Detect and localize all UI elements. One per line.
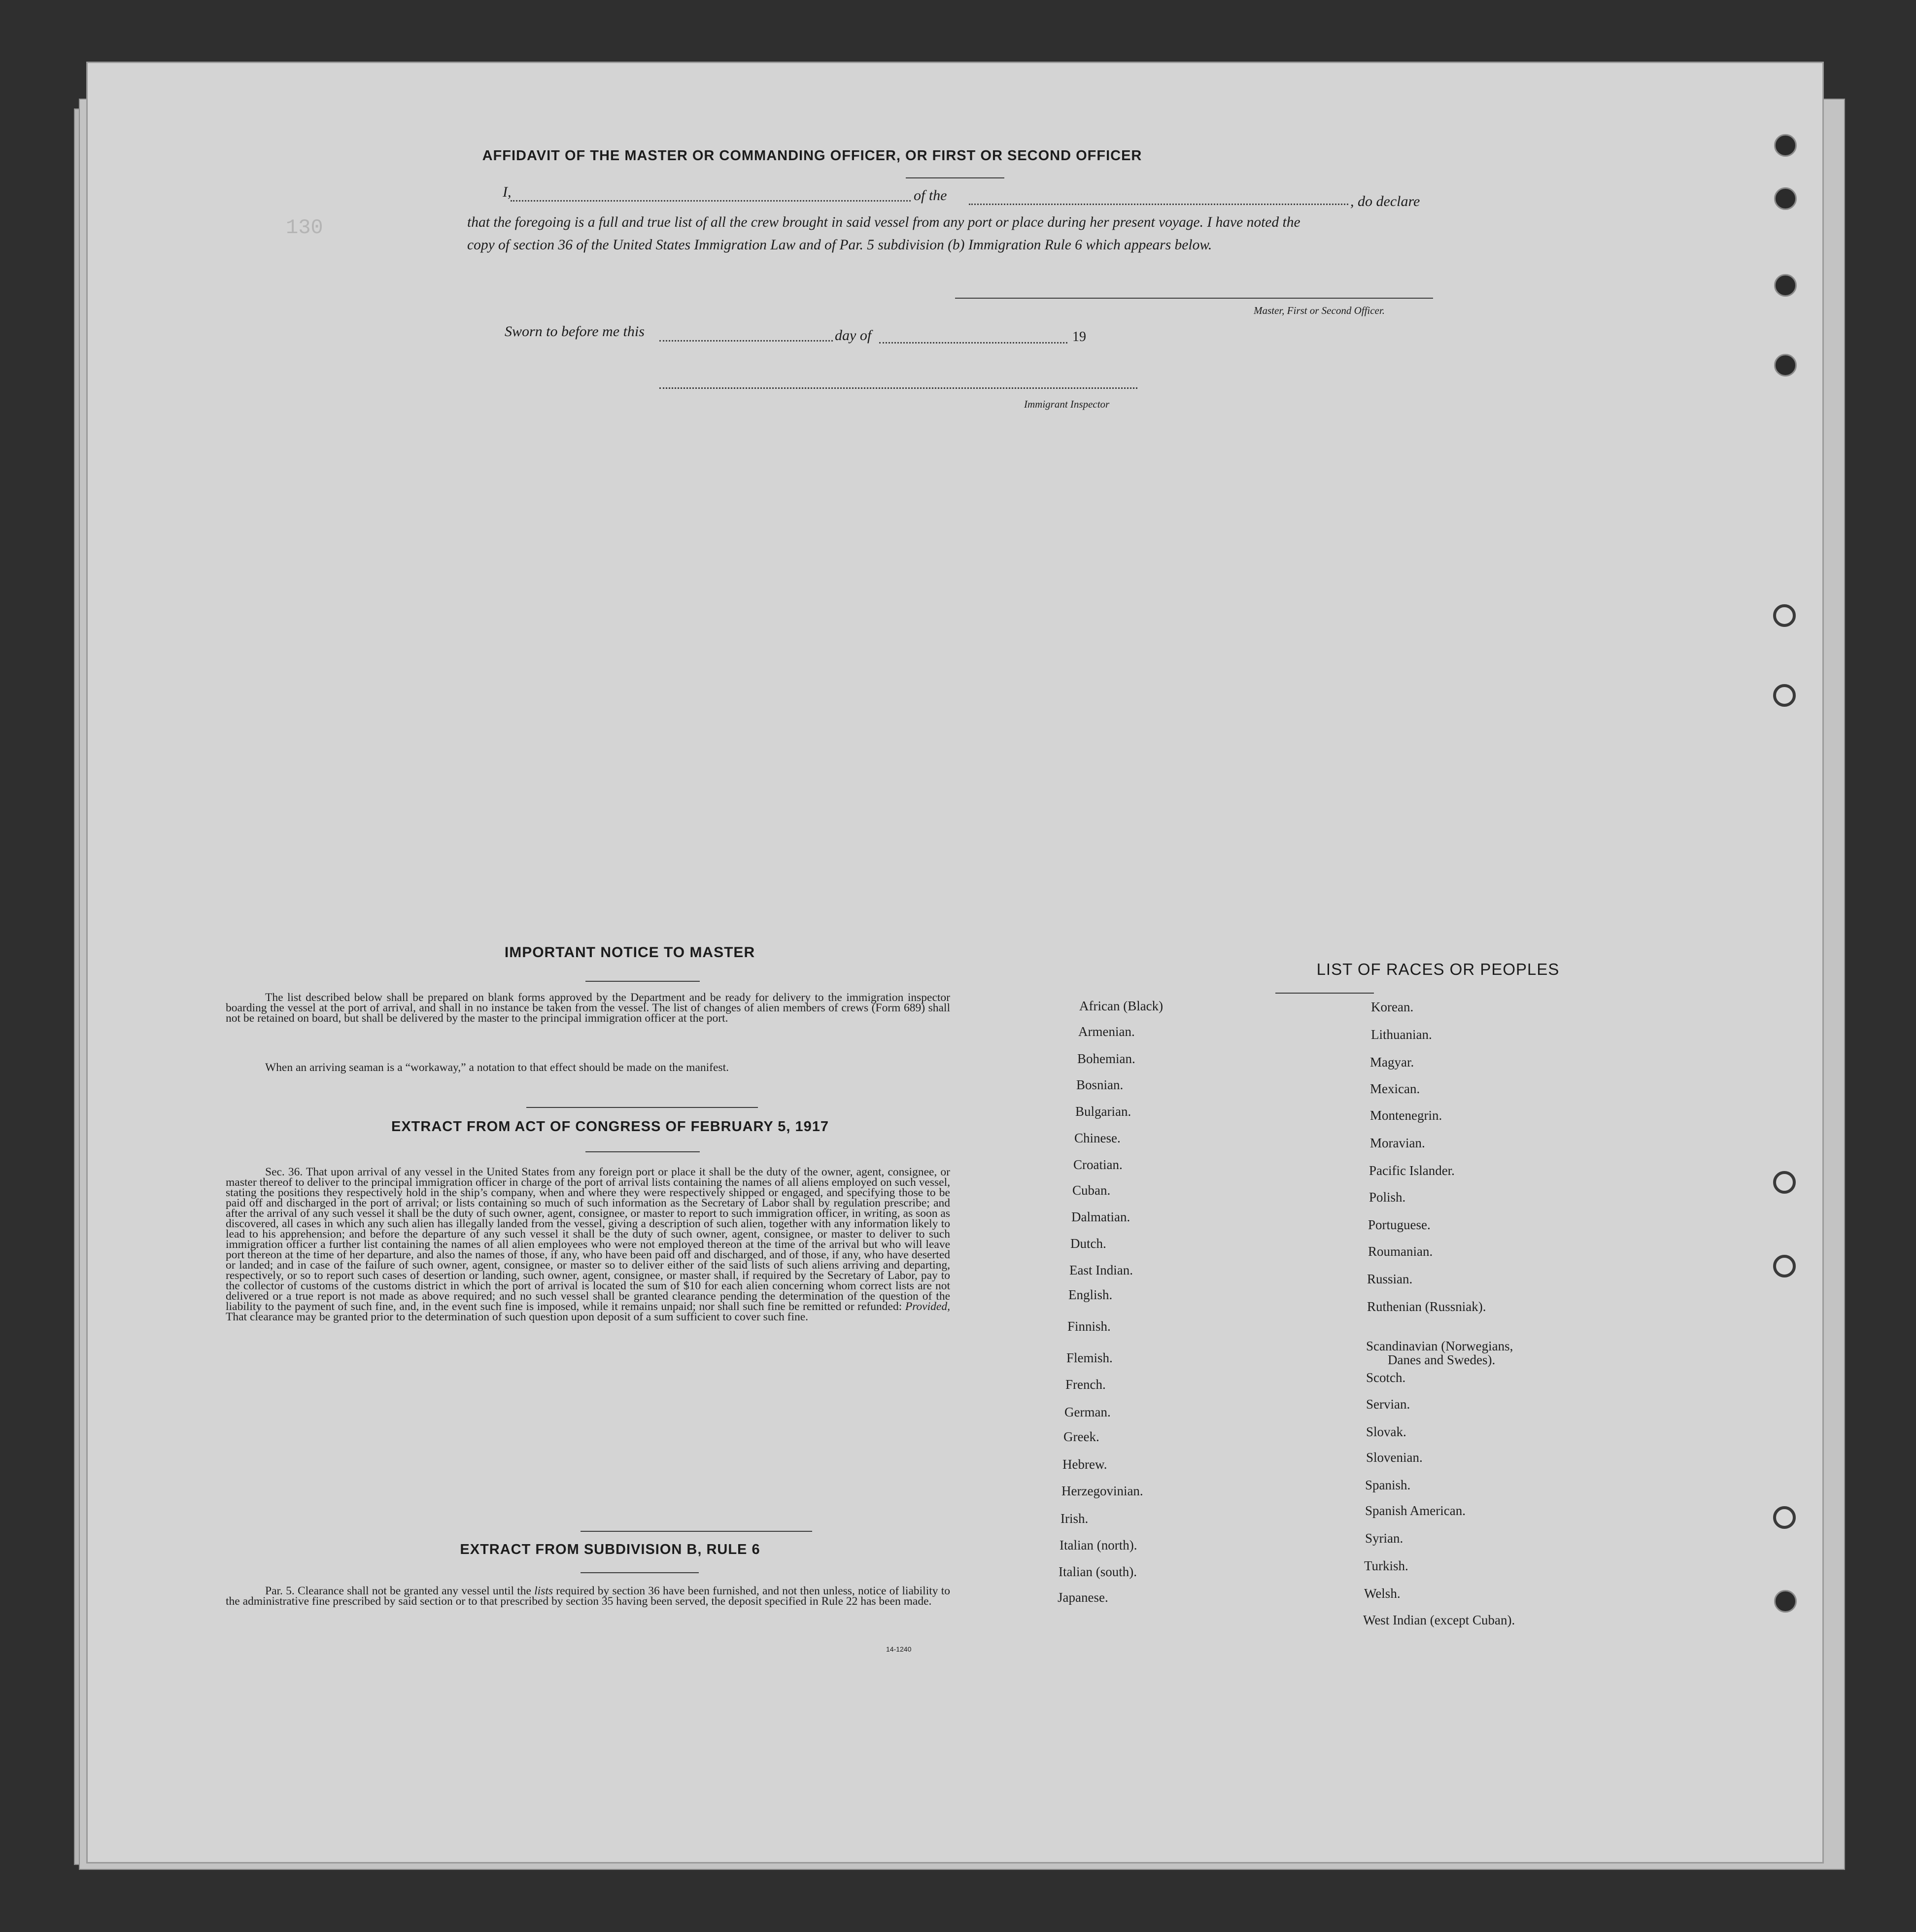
affidavit-line-2: that the foregoing is a full and true list of all the crew brought in said vessel from any port or place during her present voyage. I have noted the — [467, 214, 1300, 230]
race-item: Bohemian. — [1077, 1051, 1135, 1066]
affidavit-declare: , do declare — [1350, 193, 1420, 209]
affidavit-of-the: of the — [914, 187, 947, 204]
race-item: Spanish American. — [1365, 1503, 1466, 1518]
race-item: Polish. — [1369, 1190, 1406, 1205]
races-underline — [1275, 993, 1374, 994]
race-item: German. — [1064, 1405, 1111, 1419]
notice-title: IMPORTANT NOTICE TO MASTER — [504, 944, 755, 961]
race-item: Slovak. — [1366, 1424, 1406, 1439]
race-item: Servian. — [1366, 1397, 1410, 1412]
race-item: Moravian. — [1370, 1136, 1425, 1150]
race-item: Italian (south). — [1059, 1564, 1137, 1579]
race-item-continuation: Danes and Swedes). — [1388, 1352, 1496, 1367]
punch-hole-ring — [1773, 1171, 1796, 1194]
races-title: LIST OF RACES OR PEOPLES — [1316, 960, 1560, 978]
race-item: Chinese. — [1074, 1131, 1121, 1145]
rule6-rule-top — [581, 1531, 812, 1532]
race-item: Scotch. — [1366, 1370, 1406, 1385]
race-item: African (Black) — [1079, 999, 1163, 1013]
act-section-text: Sec. 36. That upon arrival of any vessel in the United States from any foreign port or place it shall be the duty of the owner, agent, consignee, or master thereof to deliver to the principal immigration officer in charge of the port of arrival lists containing the names of all aliens employed on such vessel, stating the positions they respectively hold in the ship’s company, when and where they were respectively shipped or engaged, and specifying those to be paid off and discharged in the port of arrival; or lists containing so much of such information as the Secretary of Labor shall by regulation prescribe; and after the arrival of any such vessel it shall be the duty of such owner, agent, consignee, or master to report to such immigration officer, in writing, as soon as discovered, all cases in which any such alien has illegally landed from the vessel, giving a description of such alien, together with any information likely to lead to his apprehension; and before the departure of any such vessel it shall be the duty of such owner, agent, consignee, or master to deliver to such immigration officer a further list containing the names of all alien employees who were not employed thereon at the time of the arrival but who will leave port thereon at the time of her departure, and also the names of those, if any, who have been paid off and discharged, and of those, if any, who have deserted or landed; and in case of the failure of such owner, agent, consignee, or master so to deliver either of the said lists of such aliens arriving and departing, respectively, or so to report such cases of desertion or landing, such owner, agent, consignee, or master shall, if required by the Secretary of Labor, pay to the collector of customs of the customs district in which the port of arrival is located the sum of $10 for each alien concerning whom correct lists are not delivered or a true report is not made as above required; and no such vessel shall be granted clearance pending the determination of the question of the liability to the payment of such fine, and, in the event such fine is imposed, while it remains unpaid; nor shall such fine be remitted or refunded: — [226, 1166, 950, 1313]
race-item: Montenegrin. — [1370, 1108, 1442, 1123]
race-item: Flemish. — [1066, 1350, 1113, 1365]
sworn-year: 19 — [1072, 329, 1086, 345]
race-item: Ruthenian (Russniak). — [1367, 1299, 1486, 1314]
race-item: Welsh. — [1364, 1586, 1401, 1601]
punch-hole — [1774, 274, 1797, 297]
race-item: Cuban. — [1072, 1183, 1111, 1198]
race-item: Scandinavian (Norwegians, — [1366, 1339, 1513, 1353]
punch-hole-ring — [1773, 604, 1796, 627]
race-item: Russian. — [1367, 1272, 1413, 1286]
name-blank — [511, 200, 911, 202]
punch-hole — [1774, 1590, 1797, 1613]
sworn-day-of: day of — [835, 327, 872, 344]
race-item: Greek. — [1063, 1429, 1099, 1444]
sworn-day-blank — [659, 340, 833, 342]
rule6-paragraph — [226, 1586, 950, 1607]
race-item: Mexican. — [1370, 1081, 1420, 1096]
race-item: Syrian. — [1365, 1531, 1403, 1546]
inspector-label: Immigrant Inspector — [1024, 398, 1110, 410]
race-item: Italian (north). — [1060, 1538, 1137, 1552]
race-item: English. — [1068, 1287, 1113, 1302]
race-item: Hebrew. — [1062, 1457, 1107, 1472]
race-item: Irish. — [1061, 1511, 1089, 1526]
notice-underline — [585, 981, 700, 982]
punch-hole — [1774, 354, 1797, 377]
sworn-month-blank — [879, 342, 1067, 344]
race-item: Herzegovinian. — [1061, 1484, 1143, 1498]
race-item: Magyar. — [1370, 1055, 1414, 1070]
bleed-through-number: 130 — [286, 216, 323, 240]
act-section-36 — [226, 1167, 950, 1322]
race-item: Bulgarian. — [1075, 1104, 1131, 1119]
act-title: EXTRACT FROM ACT OF CONGRESS OF FEBRUARY 5, 1917 — [391, 1119, 829, 1135]
act-section-text-end: That clearance may be granted prior to the determination of such question upon deposit of a sum sufficient to cover such fine. — [226, 1311, 809, 1323]
act-rule-top — [526, 1107, 758, 1108]
notice-paragraph-1: The list described below shall be prepared on blank forms approved by the Department and be ready for delivery to the immigration inspector boarding the vessel at the port of arrival, and shall in no instance be taken from the vessel. The list of changes of alien members of crews (Form 689) shall not be retained on board, but shall be delivered by the master to the principal immigration officer at the port. — [226, 991, 950, 1025]
punch-hole-ring — [1773, 1255, 1796, 1277]
punch-hole — [1774, 187, 1797, 210]
affidavit-title: AFFIDAVIT OF THE MASTER OR COMMANDING OFFICER, OR FIRST OR SECOND OFFICER — [482, 148, 1142, 164]
rule6-underline — [581, 1572, 699, 1573]
race-item: Korean. — [1371, 1000, 1414, 1014]
race-item: West Indian (except Cuban). — [1363, 1613, 1515, 1627]
rule6-text: Par. 5. Clearance shall not be granted any vessel until the — [265, 1585, 531, 1597]
sworn-prefix: Sworn to before me this — [505, 323, 645, 340]
race-item: Armenian. — [1078, 1024, 1135, 1039]
vessel-blank — [969, 204, 1348, 205]
punch-hole-ring — [1773, 1506, 1796, 1529]
master-signature-line — [955, 298, 1433, 299]
rule6-lists: lists — [534, 1585, 553, 1597]
title-underline — [906, 177, 1004, 178]
punch-hole — [1774, 134, 1797, 157]
affidavit-i: I, — [503, 184, 512, 200]
act-underline — [585, 1151, 700, 1152]
punch-hole-ring — [1773, 684, 1796, 707]
race-item: Turkish. — [1364, 1558, 1408, 1573]
race-item: Japanese. — [1058, 1590, 1108, 1605]
race-item: Dalmatian. — [1071, 1209, 1130, 1224]
race-item: Dutch. — [1070, 1236, 1106, 1251]
race-item: Roumanian. — [1368, 1244, 1433, 1259]
document-page — [88, 63, 1822, 1862]
rule6-text-end: required by section 36 have been furnished, and not then unless, notice of liability to the administrative fine prescribed by said section or to that prescribed by section 35 having been served, the deposit specified in Rule 22 has been made. — [226, 1585, 951, 1608]
race-item: Pacific Islander. — [1369, 1163, 1455, 1178]
race-item: Lithuanian. — [1371, 1027, 1432, 1042]
act-provided: Provided, — [905, 1300, 950, 1313]
affidavit-line-3: copy of section 36 of the United States Immigration Law and of Par. 5 subdivision (b) Immigration Rule 6 which appears below. — [467, 237, 1212, 253]
race-item: East Indian. — [1069, 1263, 1133, 1277]
race-item: Portuguese. — [1368, 1217, 1431, 1232]
race-item: French. — [1065, 1377, 1106, 1392]
notice-paragraph-2: When an arriving seaman is a “workaway,” a notation to that effect should be made on the manifest. — [265, 1061, 729, 1074]
race-item: Croatian. — [1073, 1157, 1123, 1172]
race-item: Finnish. — [1067, 1319, 1111, 1334]
race-item: Spanish. — [1365, 1478, 1411, 1492]
form-number: 14-1240 — [886, 1645, 912, 1653]
rule6-title: EXTRACT FROM SUBDIVISION B, RULE 6 — [460, 1542, 760, 1557]
race-item: Bosnian. — [1076, 1077, 1124, 1092]
inspector-signature-line — [659, 387, 1137, 389]
master-signature-label: Master, First or Second Officer. — [1254, 305, 1385, 316]
race-item: Slovenian. — [1366, 1450, 1423, 1465]
